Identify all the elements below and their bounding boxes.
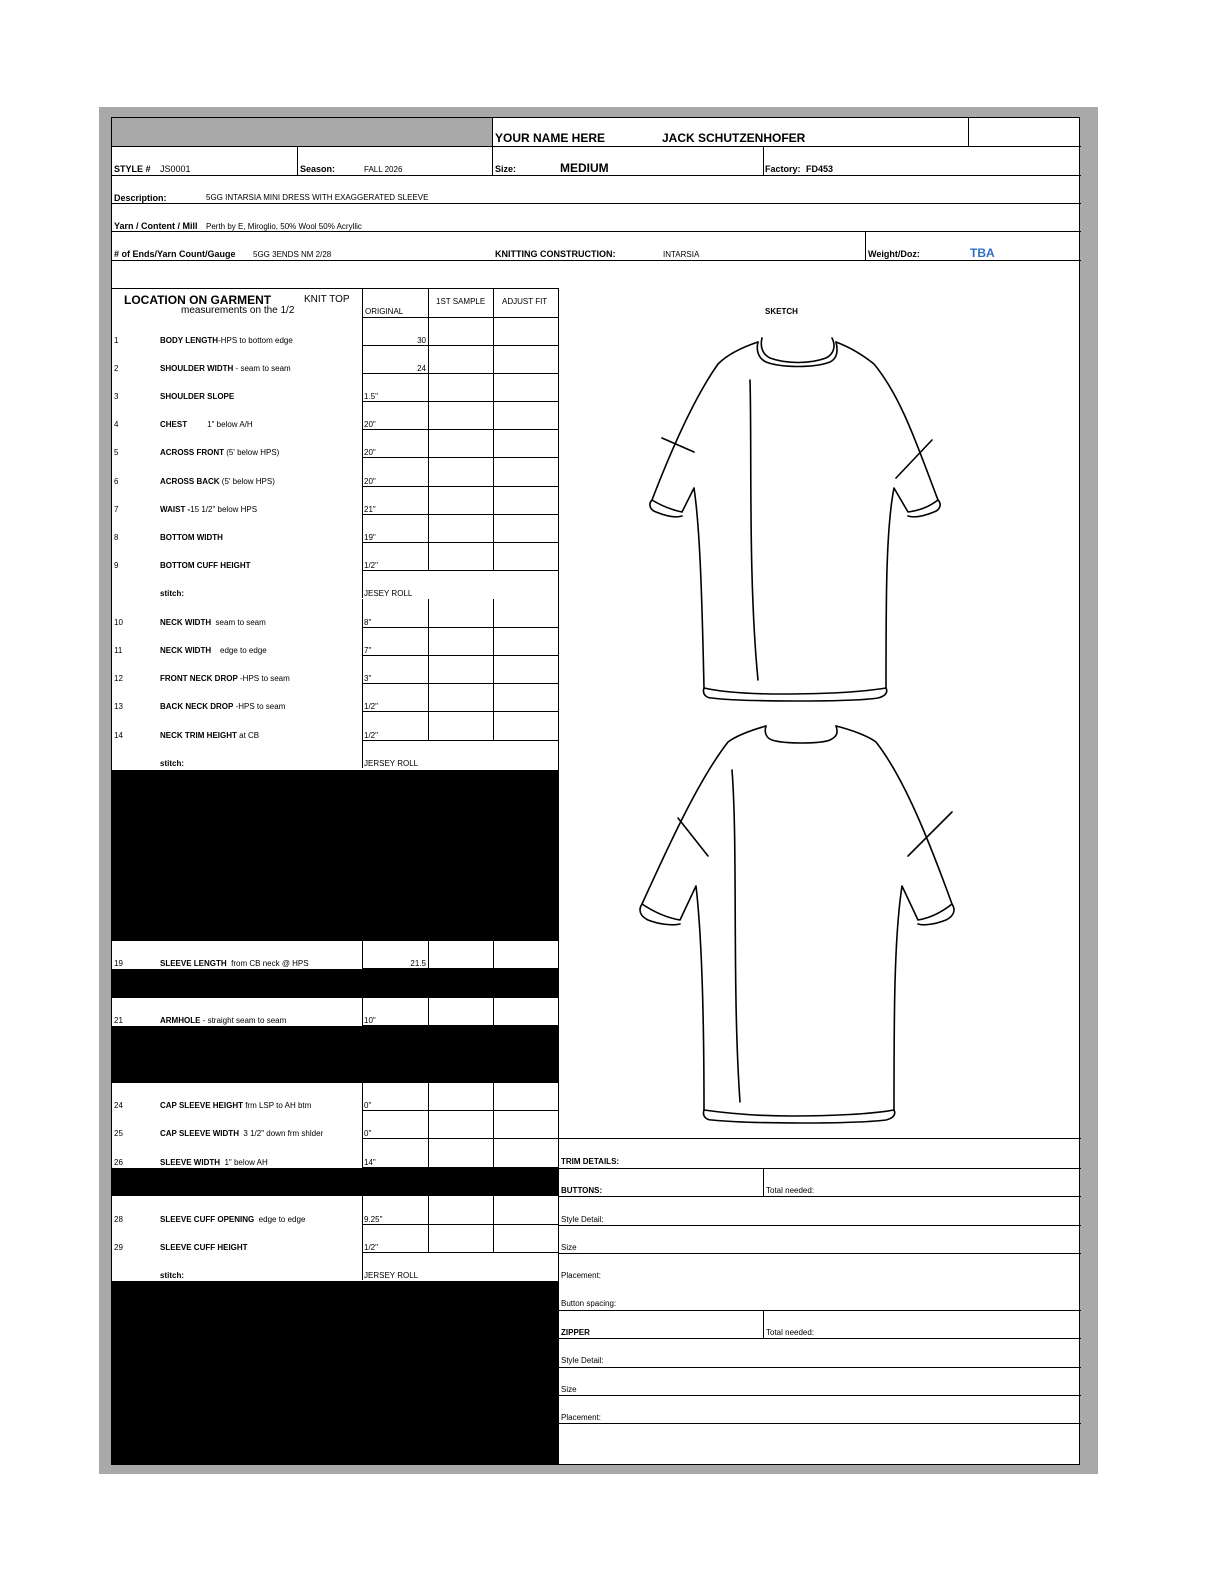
yarn-value: Perth by E, Miroglio, 50% Wool 50% Acryllic: [206, 222, 362, 231]
row-location: [160, 1017, 286, 1025]
row-original: 21.5: [410, 959, 426, 968]
row-number: 7: [114, 505, 119, 514]
row-label: ARMHOLE: [160, 1016, 201, 1025]
row-original: 0": [364, 1101, 372, 1110]
row-original: 1.5": [364, 392, 378, 401]
size-label: Size:: [495, 164, 517, 174]
row-detail: frm LSP to AH btm: [242, 1101, 312, 1110]
ends-label: # of Ends/Yarn Count/Gauge: [114, 249, 236, 259]
row-original: 1/2": [364, 731, 378, 740]
row-location: [160, 562, 251, 570]
yarn-label: Yarn / Content / Mill: [114, 221, 198, 231]
row-location: [160, 619, 266, 627]
zipper-total: Total needed:: [766, 1328, 815, 1337]
redacted-block: [112, 1026, 558, 1083]
row-number: 25: [114, 1129, 123, 1138]
designer-name: JACK SCHUTZENHOFER: [662, 131, 806, 145]
row-number: 24: [114, 1101, 123, 1110]
garment-sketch-back: [632, 718, 992, 1138]
row-location: [160, 1272, 184, 1280]
row-number: 14: [114, 731, 123, 740]
row-label: ACROSS FRONT: [160, 448, 224, 457]
row-location: [160, 534, 223, 542]
row-original: 19": [364, 533, 376, 542]
weight-value: TBA: [970, 246, 995, 260]
row-original: JERSEY ROLL: [364, 1271, 419, 1280]
description-value: 5GG INTARSIA MINI DRESS WITH EXAGGERATED SLEEVE: [206, 193, 429, 202]
row-original: 30: [417, 336, 426, 345]
row-number: 21: [114, 1016, 123, 1025]
row-label: stitch:: [160, 1271, 184, 1280]
location-title: LOCATION ON GARMENT: [124, 293, 272, 307]
zipper-label: ZIPPER: [561, 1328, 590, 1337]
trim-title: TRIM DETAILS:: [561, 1157, 620, 1166]
buttons-total: Total needed:: [766, 1186, 815, 1195]
row-label: CAP SLEEVE WIDTH: [160, 1129, 239, 1138]
row-label: BOTTOM CUFF HEIGHT: [160, 561, 251, 570]
zipper-style-detail: Style Detail:: [561, 1356, 604, 1365]
row-number: 26: [114, 1158, 123, 1167]
buttons-style-detail: Style Detail:: [561, 1215, 604, 1224]
row-detail: (5' below HPS): [224, 448, 280, 457]
buttons-spacing: Button spacing:: [561, 1299, 617, 1308]
row-detail: edge to edge: [211, 646, 267, 655]
spec-sheet: [111, 117, 1080, 1465]
row-detail: 3 1/2" down frm shlder: [238, 1129, 324, 1138]
row-number: 12: [114, 674, 123, 683]
size-value: MEDIUM: [560, 161, 609, 175]
row-label: WAIST -: [160, 505, 191, 514]
row-location: [160, 760, 184, 768]
row-detail: -HPS to seam: [237, 674, 290, 683]
style-value: JS0001: [160, 164, 191, 174]
row-label: SHOULDER SLOPE: [160, 392, 235, 401]
weight-label: Weight/Doz:: [868, 249, 920, 259]
row-original: 0": [364, 1129, 372, 1138]
zipper-size: Size: [561, 1385, 577, 1394]
buttons-label: BUTTONS:: [561, 1186, 603, 1195]
row-number: 11: [114, 646, 123, 655]
knitting-construction-value: INTARSIA: [663, 250, 700, 259]
row-number: 9: [114, 561, 119, 570]
row-original: 8": [364, 618, 372, 627]
row-original: 10": [364, 1016, 376, 1025]
row-location: [160, 506, 257, 514]
row-location: [160, 393, 234, 401]
redacted-block: [112, 969, 558, 998]
row-original: JERSEY ROLL: [364, 759, 419, 768]
row-location: [160, 365, 291, 373]
zipper-placement: Placement:: [561, 1413, 602, 1422]
row-detail: seam to seam: [211, 618, 266, 627]
row-label: NECK WIDTH: [160, 618, 212, 627]
row-label: BODY LENGTH: [160, 336, 219, 345]
row-number: 3: [114, 392, 119, 401]
row-detail: 1" below A/H: [187, 420, 253, 429]
ends-value: 5GG 3ENDS NM 2/28: [253, 250, 332, 259]
knitting-construction-label: KNITTING CONSTRUCTION:: [495, 249, 616, 259]
row-number: 4: [114, 420, 119, 429]
row-location: [160, 1244, 248, 1252]
row-detail: - straight seam to seam: [200, 1016, 287, 1025]
row-location: [160, 675, 290, 683]
row-detail: from CB neck @ HPS: [226, 959, 309, 968]
redacted-block: [112, 1168, 558, 1196]
col-adjust-fit: ADJUST FIT: [502, 297, 548, 306]
description-label: Description:: [114, 193, 167, 203]
row-location: [160, 449, 279, 457]
col-first-sample: 1ST SAMPLE: [436, 297, 486, 306]
row-label: NECK WIDTH: [160, 646, 212, 655]
row-detail: at CB: [236, 731, 260, 740]
knit-top-label: KNIT TOP: [304, 294, 350, 305]
row-original: 21": [364, 505, 376, 514]
buttons-size: Size: [561, 1243, 577, 1252]
row-detail: -HPS to bottom edge: [218, 336, 293, 345]
row-label: SLEEVE LENGTH: [160, 959, 227, 968]
row-original: JESEY ROLL: [364, 589, 413, 598]
row-location: [160, 1159, 268, 1167]
row-detail: (5' below HPS): [219, 477, 275, 486]
row-label: BOTTOM WIDTH: [160, 533, 223, 542]
row-location: [160, 1102, 311, 1110]
row-original: 1/2": [364, 561, 378, 570]
row-label: FRONT NECK DROP: [160, 674, 238, 683]
row-original: 14": [364, 1158, 376, 1167]
row-location: [160, 732, 259, 740]
col-original: ORIGINAL: [365, 307, 404, 316]
row-label: BACK NECK DROP: [160, 702, 234, 711]
row-location: [160, 1130, 323, 1138]
season-value: FALL 2026: [364, 165, 403, 174]
row-detail: - seam to seam: [233, 364, 291, 373]
row-label: SLEEVE CUFF HEIGHT: [160, 1243, 248, 1252]
row-location: [160, 703, 285, 711]
row-location: [160, 337, 293, 345]
garment-sketch-front: [642, 328, 982, 708]
factory-value: FD453: [806, 164, 834, 174]
row-label: stitch:: [160, 759, 184, 768]
row-label: SLEEVE CUFF OPENING: [160, 1215, 255, 1224]
redacted-block: [112, 1281, 558, 1465]
row-original: 7": [364, 646, 372, 655]
redacted-block: [112, 770, 558, 941]
factory-label: Factory:: [765, 164, 801, 174]
row-number: 13: [114, 702, 123, 711]
row-original: 24: [417, 364, 426, 373]
row-original: 1/2": [364, 1243, 378, 1252]
measure-note: measurements on the 1/2: [181, 305, 295, 316]
row-original: 9.25": [364, 1215, 383, 1224]
row-label: SLEEVE WIDTH: [160, 1158, 221, 1167]
row-number: 19: [114, 959, 123, 968]
row-original: 3": [364, 674, 372, 683]
row-number: 8: [114, 533, 119, 542]
row-number: 6: [114, 477, 119, 486]
row-original: 20": [364, 448, 376, 457]
row-number: 2: [114, 364, 119, 373]
row-label: stitch:: [160, 589, 184, 598]
row-label: CHEST: [160, 420, 188, 429]
row-number: 10: [114, 618, 123, 627]
row-label: CAP SLEEVE HEIGHT: [160, 1101, 243, 1110]
row-detail: -HPS to seam: [233, 702, 286, 711]
row-original: 1/2": [364, 702, 378, 711]
row-number: 1: [114, 336, 119, 345]
row-label: SHOULDER WIDTH: [160, 364, 234, 373]
row-location: [160, 647, 267, 655]
row-location: [160, 1216, 305, 1224]
row-original: 20": [364, 477, 376, 486]
header-gray-band: [112, 118, 492, 146]
season-label: Season:: [300, 164, 336, 174]
buttons-placement: Placement:: [561, 1271, 602, 1280]
row-location: [160, 960, 309, 968]
row-detail: edge to edge: [254, 1215, 306, 1224]
sketch-title: SKETCH: [765, 307, 798, 316]
row-location: [160, 421, 253, 429]
style-label: STYLE #: [114, 164, 151, 174]
row-number: 29: [114, 1243, 123, 1252]
row-label: ACROSS BACK: [160, 477, 220, 486]
row-location: [160, 478, 275, 486]
row-number: 28: [114, 1215, 123, 1224]
designer-label: YOUR NAME HERE: [495, 131, 606, 145]
row-label: NECK TRIM HEIGHT: [160, 731, 237, 740]
row-number: 5: [114, 448, 119, 457]
row-detail: 1" below AH: [220, 1158, 268, 1167]
row-detail: 15 1/2" below HPS: [190, 505, 258, 514]
row-original: 20": [364, 420, 376, 429]
row-location: [160, 590, 184, 598]
